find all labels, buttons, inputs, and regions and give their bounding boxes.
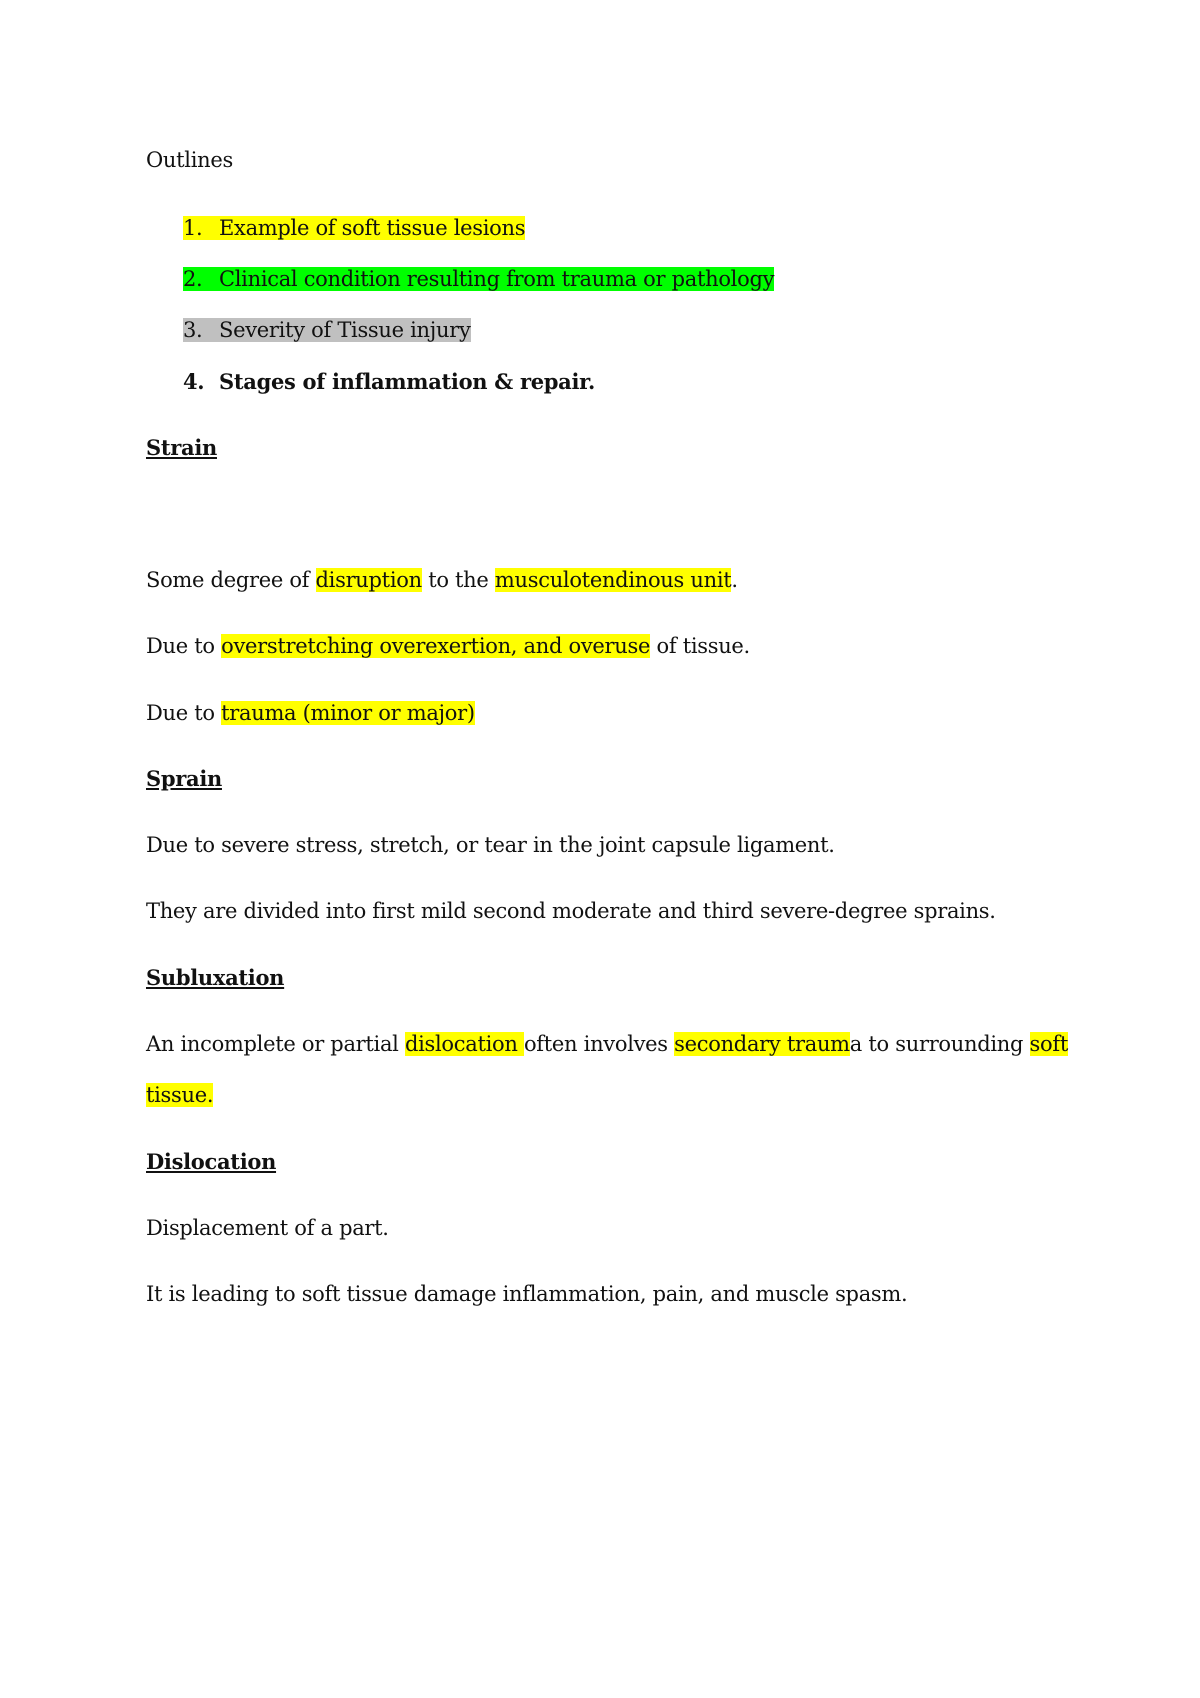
- subluxation-paragraph-line-1: [146, 1030, 1068, 1058]
- strain-paragraph-2: [146, 632, 750, 660]
- outline-item-2-text: Clinical condition resulting from trauma or pathology: [219, 267, 775, 291]
- sprain-paragraph-2: They are divided into first mild second moderate and third severe-degree sprains.: [146, 899, 996, 923]
- highlight-disruption: disruption: [315, 568, 422, 592]
- text-run: of tissue.: [650, 634, 750, 658]
- outline-item-4-number: 4.: [183, 369, 205, 394]
- outline-item-2-number: 2.: [183, 267, 203, 291]
- strain-paragraph-3: [146, 699, 475, 727]
- outline-item-3-text: Severity of Tissue injury: [219, 318, 471, 342]
- outlines-title: Outlines: [146, 148, 233, 172]
- outline-item-4-text: Stages of inflammation & repair.: [219, 369, 595, 394]
- outline-item-4: [183, 368, 595, 396]
- highlight-musculotendinous-unit: musculotendinous unit: [494, 568, 732, 592]
- highlight-soft: soft: [1029, 1032, 1068, 1056]
- outline-item-1-text: Example of soft tissue lesions: [219, 216, 526, 240]
- strain-paragraph-1: [146, 566, 738, 594]
- highlight-secondary-trauma: secondary traum: [674, 1032, 850, 1056]
- text-run: Some degree of: [146, 568, 316, 592]
- outline-item-3: [183, 316, 471, 344]
- outline-item-1: [183, 214, 525, 242]
- text-run: Due to: [146, 634, 222, 658]
- text-run: .: [731, 568, 738, 592]
- sprain-paragraph-1: Due to severe stress, stretch, or tear in the joint capsule ligament.: [146, 833, 835, 857]
- subluxation-heading: Subluxation: [146, 965, 285, 990]
- outline-item-1-number: 1.: [183, 216, 203, 240]
- text-run: An incomplete or partial: [146, 1032, 405, 1056]
- highlight-tissue: tissue.: [146, 1083, 214, 1107]
- text-run: a to surrounding: [849, 1032, 1030, 1056]
- dislocation-paragraph-2: It is leading to soft tissue damage inflammation, pain, and muscle spasm.: [146, 1282, 908, 1306]
- dislocation-heading: Dislocation: [146, 1149, 277, 1174]
- text-run: to the: [421, 568, 495, 592]
- text-run: Due to: [146, 701, 222, 725]
- highlight-overuse: overstretching overexertion, and overuse: [221, 634, 651, 658]
- highlight-trauma: trauma (minor or major): [221, 701, 475, 725]
- subluxation-paragraph-line-2: [146, 1081, 213, 1109]
- highlight-dislocation: dislocation: [404, 1032, 524, 1056]
- text-run: often involves: [523, 1032, 675, 1056]
- outline-item-2: [183, 265, 774, 293]
- sprain-heading: Sprain: [146, 766, 222, 791]
- dislocation-paragraph-1: Displacement of a part.: [146, 1216, 389, 1240]
- outline-item-3-number: 3.: [183, 318, 203, 342]
- strain-heading: Strain: [146, 435, 217, 460]
